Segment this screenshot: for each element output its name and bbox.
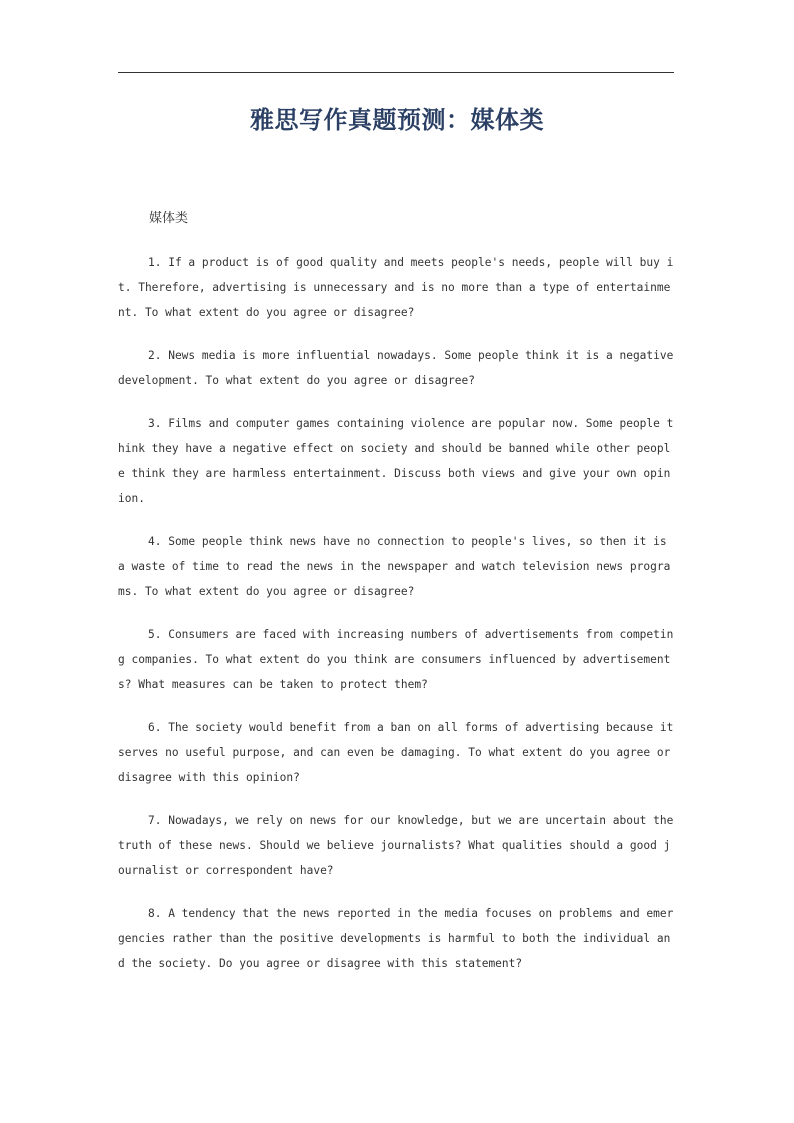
question-7: 7. Nowadays, we rely on news for our knowledge, but we are uncertain about the truth of these news. Should we believe journalists? What qualities should a good journalist or correspondent have? [118, 814, 674, 877]
header-rule [118, 72, 674, 73]
question-4: 4. Some people think news have no connection to people's lives, so then it is a waste of time to read the news in the newspaper and watch television news programs. To what extent do you agree or disagree? [118, 535, 671, 598]
section-label: 媒体类 [149, 211, 189, 226]
page-title: 雅思写作真题预测：媒体类 [250, 105, 544, 134]
question-6: 6. The society would benefit from a ban on all forms of advertising because it serves no useful purpose, and can even be damaging. To what extent do you agree or disagree with this opinion? [118, 721, 674, 784]
question-2: 2. News media is more influential nowadays. Some people think it is a negative development. To what extent do you agree or disagree? [118, 349, 674, 387]
question-8: 8. A tendency that the news reported in the media focuses on problems and emergencies rather than the positive developments is harmful to both the individual and the society. Do you agree or disagree with this statement? [118, 907, 674, 970]
question-5: 5. Consumers are faced with increasing numbers of advertisements from competing companies. To what extent do you think are consumers influenced by advertisements? What measures can be taken to protect them? [118, 628, 674, 691]
question-list [118, 250, 674, 994]
question-3: 3. Films and computer games containing violence are popular now. Some people think they have a negative effect on society and should be banned while other people think they are harmless entertainment. Discuss both views and give your own opinion. [118, 417, 674, 505]
question-1: 1. If a product is of good quality and meets people's needs, people will buy it. Therefore, advertising is unnecessary and is no more than a type of entertainment. To what extent do you agree or disagree? [118, 256, 674, 319]
